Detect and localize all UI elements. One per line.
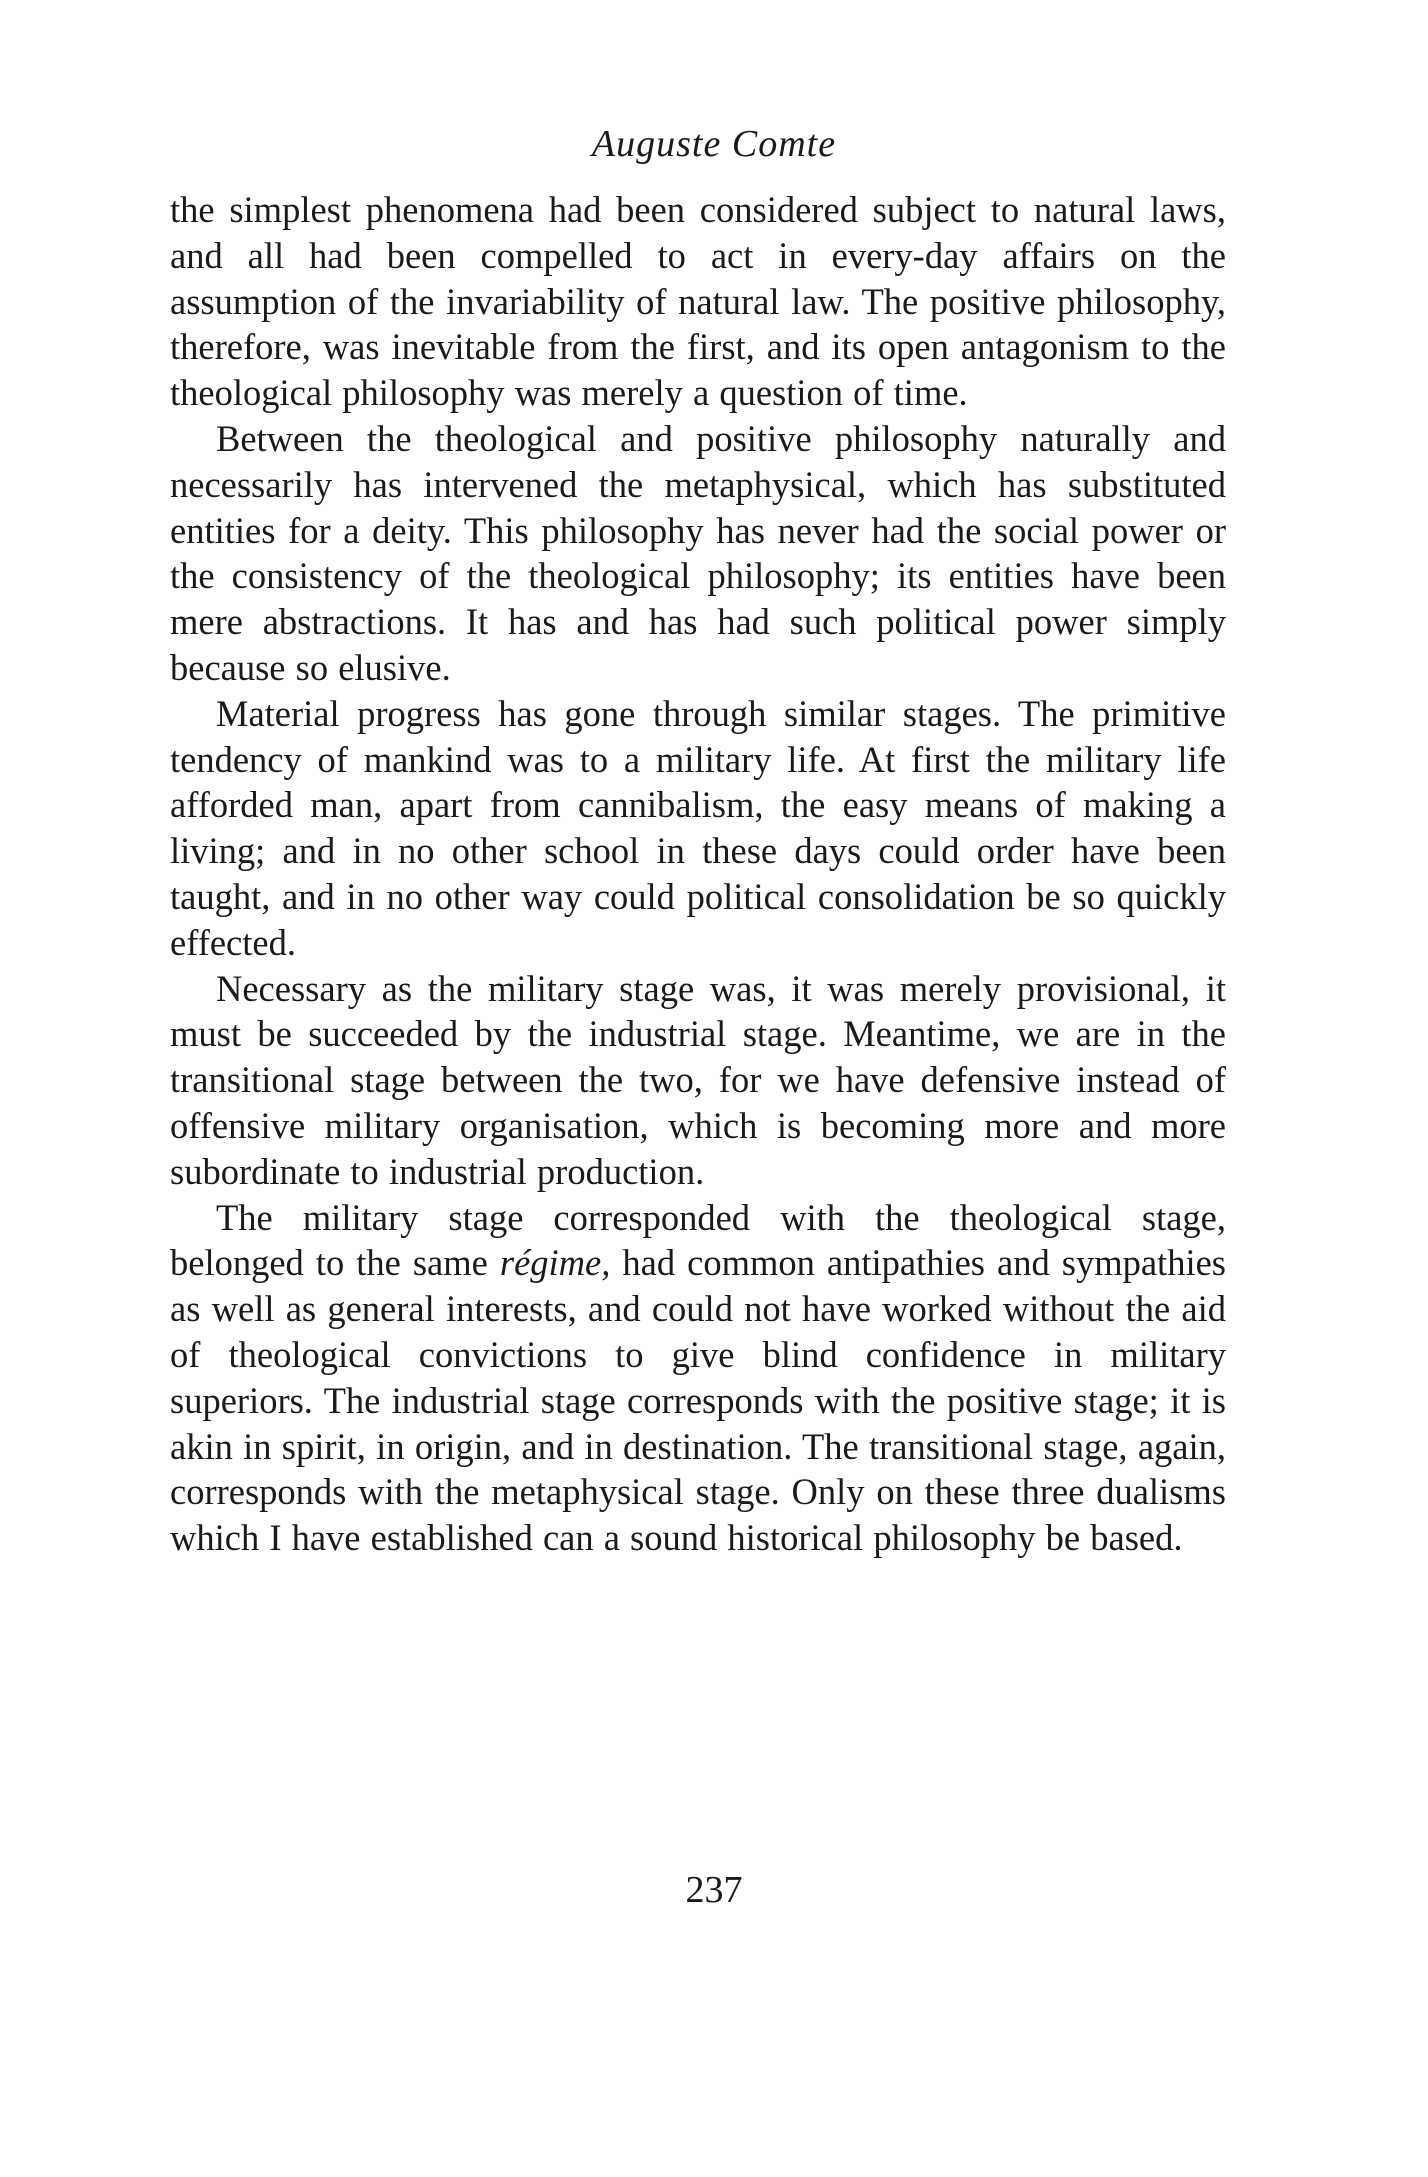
paragraph-4: Necessary as the military stage was, it was merely provisional, it must be succeeded by the industrial stage. Meantime, we are in the transitional stage between the two, for we have defensive instead of offensive military organisation, which is becoming more and more subordinate to industrial production. [170,967,1226,1192]
paragraph-3: Material progress has gone through similar stages. The primitive tendency of mankind was to a military life. At first the military life afforded man, apart from cannibalism, the easy means of making a living; and in no other school in these days could order have been taught, and in no other way could political consolidation be so quickly effected. [170,692,1226,963]
paragraph-5-end: had common antipathies and sympathies as well as general interests, and could not have worked without the aid of theological convictions to give blind confidence in military superiors. The industrial stage corresponds with the positive stage; it is akin in spirit, in origin, and in destination. The transitional stage, again, corresponds with the metaphysical stage. Only on these three dualisms which I have established can a sound historical philosophy be based. [170,1242,1226,1559]
paragraph-2: Between the theological and positive philosophy naturally and necessarily has intervened the metaphysical, which has substituted entities for a deity. This philosophy has never had the social power or the consistency of the theological philosophy; its entities have been mere abstractions. It has and has had such political power simply because so elusive. [170,417,1226,688]
paragraph-5-start: The military stage corresponded with the theological stage, belonged to the same [170,1196,1226,1284]
page-number: 237 [685,1869,743,1911]
paragraph-5 [170,1195,1226,1561]
running-head: Auguste Comte [591,123,837,165]
italic-term: régime, [499,1242,611,1284]
body-text [170,187,1226,1561]
paragraph-1: the simplest phenomena had been considered subject to natural laws, and all had been compelled to act in every-day affairs on the assumption of the invariability of natural law. The positive philosophy, therefore, was inevitable from the first, and its open antagonism to the theological philosophy was merely a question of time. [170,189,1226,414]
